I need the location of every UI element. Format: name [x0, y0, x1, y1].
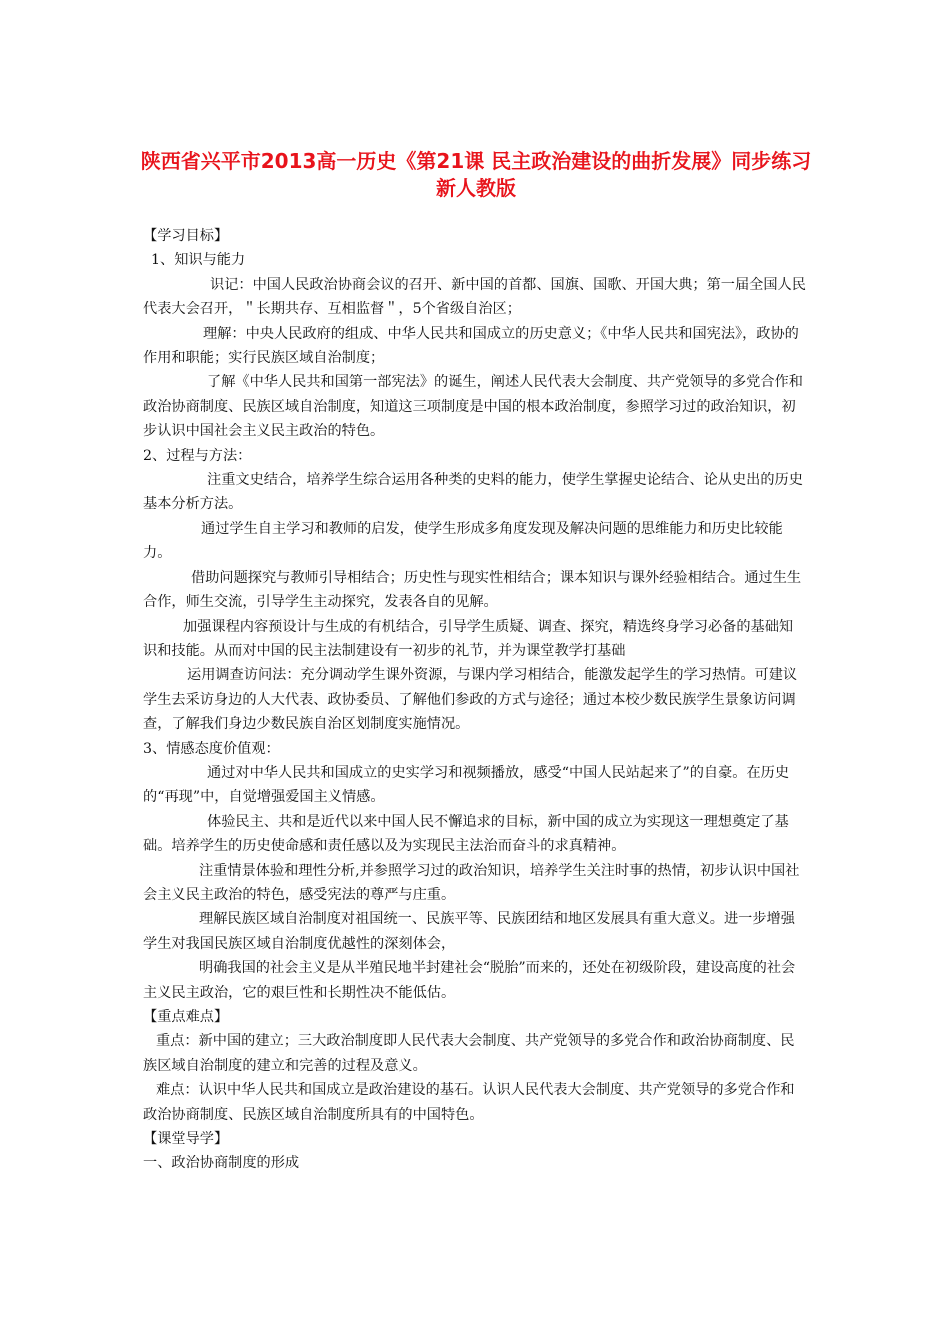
section-heading: 【重点难点】: [143, 1009, 229, 1025]
subsection-heading: 2、过程与方法：: [143, 447, 252, 464]
paragraph: 体验民主、共和是近代以来中国人民不懈追求的目标，新中国的成立为实现这一理想奠定了基础。培养学生的历史使命感和责任感以及为实现民主法治而奋斗的求真精神。: [143, 813, 789, 855]
paragraph: 注重文史结合，培养学生综合运用各种类的史料的能力，使学生掌握史论结合、论从史出的历史基本分析方法。: [143, 472, 803, 513]
subsection-heading: 3、情感态度价值观：: [143, 740, 280, 757]
paragraph: 难点：认识中华人民共和国成立是政治建设的基石。认识人民代表大会制度、共产党领导的多党合作和政治协商制度、民族区域自治制度所具有的中国特色。: [143, 1082, 795, 1123]
paragraph: 注重情景体验和理性分析,并参照学习过的政治知识，培养学生关注时事的热情，初步认识中国社会主义民主政治的特色，感受宪法的尊严与庄重。: [143, 862, 800, 903]
paragraph: 理解民族区域自治制度对祖国统一、民族平等、民族团结和地区发展具有重大意义。进一步增强学生对我国民族区域自治制度优越性的深刻体会，: [143, 911, 795, 952]
paragraph: 加强课程内容预设计与生成的有机结合，引导学生质疑、调查、探究，精选终身学习必备的基础知识和技能。从而对中国的民主法制建设有一初步的礼节，并为课堂教学打基础: [143, 618, 794, 659]
subsection-heading: 一、政治协商制度的形成: [143, 1155, 300, 1172]
paragraph: 识记：中国人民政治协商会议的召开、新中国的首都、国旗、国歌、开国大典；第一届全国人民代表大会召开，＂长期共存、互相监督＂，5个省级自治区；: [143, 276, 806, 318]
document-body: [143, 224, 807, 1176]
paragraph: 通过对中华人民共和国成立的史实学习和视频播放，感受“中国人民站起来了”的自豪。在历史的“再现”中，自觉增强爱国主义情感。: [143, 764, 790, 806]
paragraph: 借助问题探究与教师引导相结合；历史性与现实性相结合；课本知识与课外经验相结合。通过生生合作，师生交流，引导学生主动探究，发表各自的见解。: [143, 569, 802, 611]
paragraph: 重点：新中国的建立；三大政治制度即人民代表大会制度、共产党领导的多党合作和政治协商制度、民族区域自治制度的建立和完善的过程及意义。: [143, 1033, 795, 1074]
document-title: 陕西省兴平市2013高一历史《第21课 民主政治建设的曲折发展》同步练习 新人教版: [140, 149, 812, 200]
paragraph: 理解：中央人民政府的组成、中华人民共和国成立的历史意义；《中华人民共和国宪法》，政协的作用和职能；实行民族区域自治制度；: [143, 325, 799, 367]
paragraph: 明确我国的社会主义是从半殖民地半封建社会“脱胎”而来的，还处在初级阶段，建设高度的社会主义民主政治，它的艰巨性和长期性决不能低估。: [143, 960, 796, 1001]
subsection-heading: 1、知识与能力: [151, 252, 246, 269]
section-heading: 【课堂导学】: [143, 1131, 229, 1148]
section-heading: 【学习目标】: [143, 228, 229, 244]
paragraph: 了解《中华人民共和国第一部宪法》的诞生，阐述人民代表大会制度、共产党领导的多党合作和政治协商制度、民族区域自治制度，知道这三项制度是中国的根本政治制度，参照学习过的政治知识，初步认识中国社会主义民主政治的特色。: [143, 374, 803, 440]
paragraph: 通过学生自主学习和教师的启发，使学生形成多角度发现及解决问题的思维能力和历史比较能力。: [143, 520, 783, 562]
paragraph: 运用调查访问法：充分调动学生课外资源，与课内学习相结合，能激发起学生的学习热情。可建议学生去采访身边的人大代表、政协委员、了解他们参政的方式与途径；通过本校少数民族学生景象访问调查，了解我们身边少数民族自治区划制度实施情况。: [143, 667, 798, 733]
